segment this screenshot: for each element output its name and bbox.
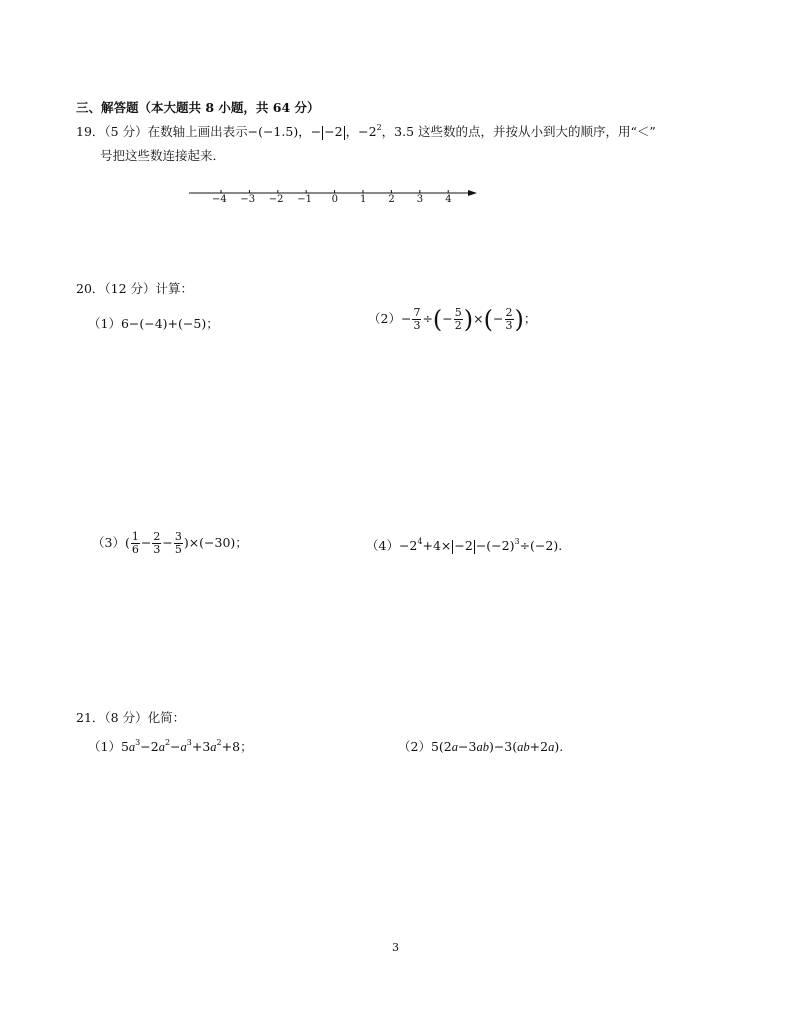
semicolon: ； [523,311,537,326]
exponent: 4 [417,537,423,546]
variable: a [210,740,217,754]
q20-p1-expr: 6−(−4)+(−5)； [120,316,219,331]
denominator: 5 [174,543,182,556]
variable: ab [476,740,489,754]
coefficient: +3 [191,739,211,754]
denominator: 2 [454,319,462,332]
times-sign: × [473,311,484,326]
q20-part1 [88,314,219,332]
q20-number: 20． [76,281,105,296]
fraction [152,531,161,556]
expr-part: −3 [458,739,477,754]
coefficient: − [170,739,181,754]
number-line-label: 4 [445,194,452,205]
expr-part: +2 [529,739,549,754]
q20-part4 [366,536,562,554]
exponent: 3 [135,738,141,747]
fraction [454,307,463,332]
q21-part2 [398,737,563,755]
variable: a [180,740,187,754]
section-title: 三、解答题（本大题共 8 小题，共 64 分） [76,100,320,115]
q20-p3-rest: )×(−30)； [183,535,248,550]
q20-part3 [92,526,248,560]
q20-p4-label: （4） [366,538,399,553]
q21-p1-label: （1） [88,739,121,754]
q21-p2-label: （2） [398,739,431,754]
fraction [131,531,140,556]
number-line-label: −3 [240,194,256,205]
denominator: 6 [131,543,139,556]
q20-score: （12 分） [104,281,156,296]
number-line-label: −1 [297,194,312,205]
variable: a [128,740,136,754]
variable: a [548,740,555,754]
q21-prompt: 化简： [147,710,186,725]
q19-expr3-exp: 2 [376,123,382,132]
q19-expr3: −2 [358,124,377,139]
exponent: 3 [186,738,192,747]
paren-open: ( [432,305,443,334]
number-line-arrow [468,190,477,196]
q19-expr3-post: ，3.5 这些数的点，并按从小到大的顺序，用“＜” [381,124,656,139]
page-number: 3 [392,941,399,954]
number-line-label: 3 [416,194,424,205]
expr-part: )−3( [488,739,518,754]
minus-sign: − [493,311,504,326]
q20-part2 [368,302,536,337]
q20-p4-abs-in: −2 [454,538,473,553]
q20-p2-neg: − [400,311,412,326]
numerator: 5 [454,306,462,319]
abs-bar-right [344,126,345,140]
q19-line1 [76,122,656,140]
q19-expr2-post: ， [345,124,359,139]
q20-p2-label: （2） [368,311,401,326]
fraction [412,307,421,332]
q19-text: 在数轴上画出表示 [147,124,248,139]
minus-sign: − [162,535,173,550]
fraction [505,307,514,332]
numerator: 7 [413,306,421,319]
variable: a [451,740,458,754]
exponent: 2 [216,738,222,747]
abs-bar-right [474,540,475,554]
exponent: 2 [164,738,171,747]
numerator: 1 [131,530,139,543]
paren-close: ) [463,305,474,334]
q20-header [76,279,193,297]
q20-p4-d: ÷(−2). [519,538,563,553]
number-line-label: 0 [331,194,338,205]
q19-expr2-pre: − [310,124,322,139]
q21-part1 [88,737,253,755]
expr-part: ). [554,739,564,754]
divide-sign: ÷ [422,311,433,326]
q19-expr2-in: −2 [324,124,343,139]
q20-p4-a: −2 [398,538,418,553]
q20-p4-c: −(−2) [475,538,515,553]
paren-close: ) [514,305,524,334]
denominator: 3 [505,319,513,332]
variable: ab [517,740,530,754]
minus-sign: − [442,311,453,326]
coefficient: 5 [120,739,129,754]
q21-header [76,708,185,726]
q20-prompt: 计算： [155,281,194,296]
q20-p1-label: （1） [88,316,121,331]
minus-sign: − [140,535,152,550]
numerator: 2 [505,306,513,319]
number-line-label: −4 [212,194,227,205]
q20-p3-label: （3） [92,535,125,550]
q19-line2: 号把这些数连接起来． [100,148,226,163]
denominator: 3 [153,543,161,556]
constant: +8； [221,739,253,754]
number-line-label: 2 [388,194,395,205]
q21-score: （8 分） [104,710,148,725]
fraction [174,531,183,556]
expr-part: 5(2 [430,739,452,754]
exponent: 3 [514,537,520,546]
q19-number: 19． [76,124,105,139]
q20-p4-b: +4× [422,538,452,553]
paren-open: ( [483,305,494,334]
paren-open: ( [124,535,130,550]
numerator: 3 [174,530,182,543]
number-line-label: 1 [360,194,367,205]
coefficient: −2 [140,739,159,754]
numerator: 2 [153,530,161,543]
denominator: 3 [413,319,421,332]
q21-number: 21． [76,710,105,725]
q19-score: （5 分） [104,124,148,139]
variable: a [158,740,165,754]
q19-expr1: −(−1.5)， [247,124,311,139]
number-line-label: −2 [268,194,284,205]
